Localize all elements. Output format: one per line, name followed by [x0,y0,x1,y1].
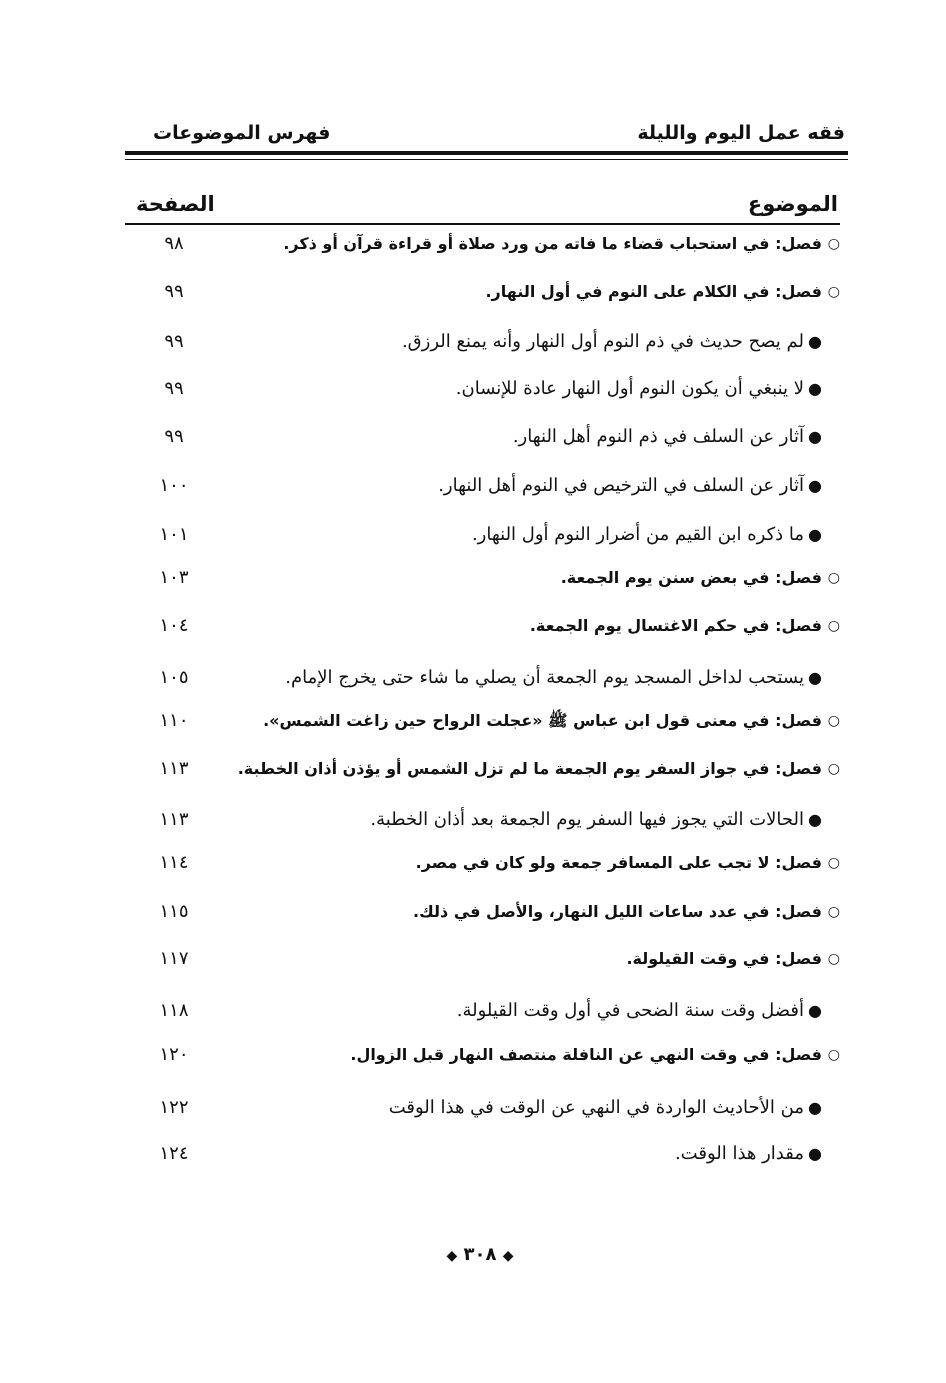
index-entry [125,471,840,501]
index-entry [125,277,840,307]
hollow-circle-icon: ○ [827,951,840,967]
hollow-circle-icon: ○ [827,284,840,300]
entry-text: لا ينبغي أن يكون النوم أول النهار عادة للإنسان. [455,378,804,399]
entry-text: فصل: لا تجب على المسافر جمعة ولو كان في مصر. [415,853,822,872]
entry-page-number: ٩٩ [164,426,184,447]
index-entry [125,848,840,878]
index-entry [125,706,840,736]
entry-page-number: ١٠١ [159,524,189,545]
bullet-icon: ● [808,668,822,687]
entry-text: فصل: في استحباب قضاء ما فاته من ورد صلاة أو قراءة قرآن أو ذكر. [283,234,822,253]
column-header-rule [125,223,840,225]
index-entry [125,422,840,452]
entry-text: الحالات التي يجوز فيها السفر يوم الجمعة بعد أذان الخطبة. [370,809,804,830]
index-entry [125,1093,840,1123]
bullet-icon: ● [808,427,822,446]
entry-text: فصل: في جواز السفر يوم الجمعة ما لم تزل الشمس أو يؤذن أذان الخطبة. [237,759,822,778]
bullet-icon: ● [808,810,822,829]
entry-page-number: ١١٨ [159,1000,189,1021]
bullet-icon: ● [808,1144,822,1163]
index-entry [125,897,840,927]
entry-page-number: ٩٩ [164,281,184,302]
bullet-icon: ● [808,332,822,351]
entry-text: فصل: في بعض سنن يوم الجمعة. [560,568,822,587]
index-entry [125,520,840,550]
hollow-circle-icon: ○ [827,570,840,586]
hollow-circle-icon: ○ [827,1047,840,1063]
ornament-right-icon: ◆ [502,1248,514,1264]
entry-text: فصل: في وقت القيلولة. [626,949,822,968]
index-entry [125,1139,840,1169]
entry-page-number: ١١٣ [159,809,189,830]
entry-page-number: ١٢٠ [159,1044,189,1065]
entry-text: يستحب لداخل المسجد يوم الجمعة أن يصلي ما شاء حتى يخرج الإمام. [285,667,804,688]
entry-text: فصل: في حكم الاغتسال يوم الجمعة. [529,616,822,635]
entry-page-number: ١٠٠ [159,475,189,496]
index-entry [125,327,840,357]
hollow-circle-icon: ○ [827,761,840,777]
entry-page-number: ٩٩ [164,378,184,399]
entry-page-number: ١٠٥ [159,667,189,688]
entry-page-number: ١٠٣ [159,567,189,588]
header-rule-thick [125,151,848,155]
bullet-icon: ● [808,476,822,495]
entry-text: ما ذكره ابن القيم من أضرار النوم أول النهار. [471,524,804,545]
index-entry [125,805,840,835]
index-entry [125,611,840,641]
bullet-icon: ● [808,525,822,544]
entry-text: من الأحاديث الواردة في النهي عن الوقت في هذا الوقت [388,1097,804,1118]
hollow-circle-icon: ○ [827,855,840,871]
section-title: فهرس الموضوعات [153,122,331,144]
entry-page-number: ١١٠ [159,710,189,731]
header-rule-thin [125,159,848,160]
bullet-icon: ● [808,379,822,398]
entry-text: فصل: في الكلام على النوم في أول النهار. [485,282,822,301]
entry-page-number: ١١٤ [159,852,189,873]
running-head [125,118,845,152]
hollow-circle-icon: ○ [827,236,840,252]
entry-page-number: ١١٣ [159,758,189,779]
entry-page-number: ١١٥ [159,901,189,922]
index-entry [125,944,840,974]
entry-page-number: ١٠٤ [159,615,189,636]
column-header-page: الصفحة [136,192,215,216]
entry-text: أفضل وقت سنة الضحى في أول وقت القيلولة. [456,1000,804,1021]
index-entry [125,1040,840,1070]
entry-text: فصل: في وقت النهي عن النافلة منتصف النهار قبل الزوال. [350,1045,822,1064]
entry-page-number: ١٢٤ [159,1143,189,1164]
hollow-circle-icon: ○ [827,713,840,729]
bullet-icon: ● [808,1001,822,1020]
entry-page-number: ٩٨ [164,233,184,254]
entry-page-number: ١١٧ [159,948,189,969]
index-entry [125,663,840,693]
hollow-circle-icon: ○ [827,618,840,634]
entry-text: آثار عن السلف في الترخيص في النوم أهل النهار. [438,475,804,496]
entry-text: فصل: في عدد ساعات الليل النهار، والأصل في ذلك. [413,902,822,921]
bullet-icon: ● [808,1098,822,1117]
entry-text: فصل: في معنى قول ابن عباس ﷺ «عجلت الرواح حين زاغت الشمس». [263,711,822,730]
column-header-topic: الموضوع [747,192,838,216]
page-folio [420,1244,540,1265]
entry-page-number: ١٢٢ [159,1097,189,1118]
index-entry [125,563,840,593]
index-entry [125,754,840,784]
index-entry [125,229,840,259]
index-entry [125,374,840,404]
entry-text: مقدار هذا الوقت. [674,1143,804,1164]
entry-text: آثار عن السلف في ذم النوم أهل النهار. [512,426,804,447]
entry-text: لم يصح حديث في ذم النوم أول النهار وأنه يمنع الرزق. [401,331,804,352]
index-entry [125,996,840,1026]
page-number: ٣٠٨ [463,1244,497,1265]
book-title: فقه عمل اليوم والليلة [637,122,845,144]
hollow-circle-icon: ○ [827,904,840,920]
ornament-left-icon: ◆ [446,1248,458,1264]
entry-page-number: ٩٩ [164,331,184,352]
